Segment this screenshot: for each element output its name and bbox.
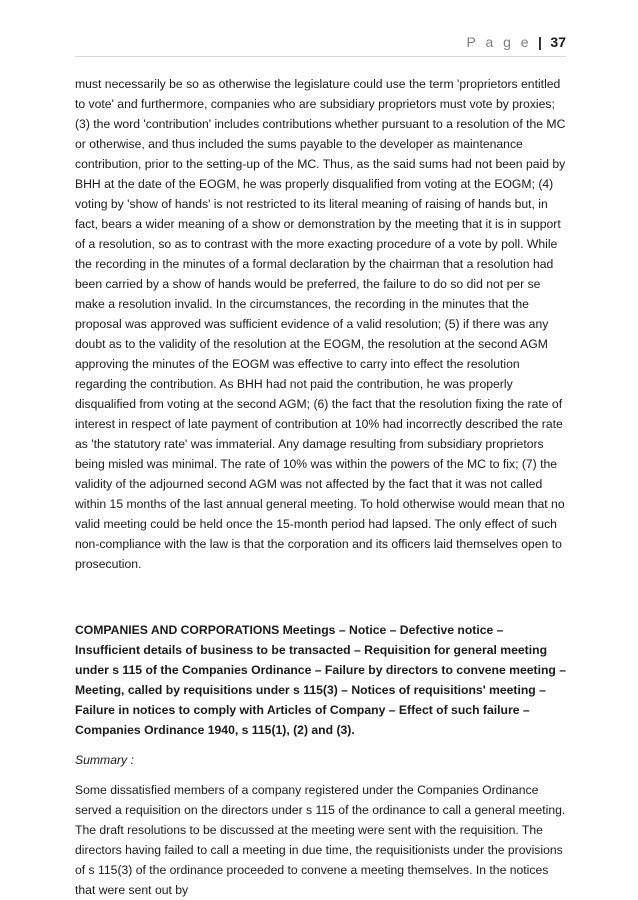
body-paragraph-1: must necessarily be so as otherwise the legislature could use the term 'proprietors entitled to vote' and furthermore, companies who are subsidiary proprietors must vote by proxies; (3) the word 'contribution' includes contributions whether pursuant to a resolution of the MC or otherwise, and thus included the sums payable to the developer as maintenance contribution, prior to the setting-up of the MC. Thus, as the said sums had not been paid by BHH at the date of the EOGM, he was properly disqualified from voting at the EOGM; (4) voting by 'show of hands' is not restricted to its literal meaning of raising of hands but, in fact, bears a wider meaning of a show or demonstration by the meeting that it is in support of a resolution, so as to contrast with the more exacting procedure of a vote by poll. While the recording in the minutes of a formal declaration by the chairman that a resolution had been carried by a show of hands would be preferred, the failure to do so did not per se make a resolution invalid. In the circumstances, the recording in the minutes that the proposal was approved was sufficient evidence of a valid resolution; (5) if there was any doubt as to the validity of the resolution at the EOGM, the resolution at the second AGM approving the minutes of the EOGM was effective to carry into effect the resolution regarding the contribution. As BHH had not paid the contribution, he was properly disqualified from voting at the second AGM; (6) the fact that the resolution fixing the rate of interest in respect of late payment of contribution at 10% had incorrectly described the rate as 'the statutory rate' was immaterial. Any damage resulting from subsidiary proprietors being misled was minimal. The rate of 10% was within the powers of the MC to fix; (7) the validity of the adjourned second AGM was not affected by the fact that it was not called within 15 months of the last annual general meeting. To hold otherwise would mean that no valid meeting could be held once the 15-month period had lapsed. The only effect of such non-compliance with the law is that the corporation and its officers laid themselves open to prosecution. [75, 77, 566, 571]
page-label: P a g e [466, 34, 532, 50]
body-paragraph-2: Some dissatisfied members of a company registered under the Companies Ordinance served a requisition on the directors under s 115 of the ordinance to call a general meeting. The draft resolutions to be discussed at the meeting were sent with the requisition. The directors having failed to call a meeting in due time, the requisitionists under the provisions of s 115(3) of the ordinance proceeded to convene a meeting themselves. In the notices that were sent out by [75, 783, 566, 897]
section-heading: COMPANIES AND CORPORATIONS Meetings – Notice – Defective notice – Insufficient details of business to be transacted – Requisition for general meeting under s 115 of the Companies Ordinance – Failure by directors to convene meeting – Meeting, called by requisitions under s 115(3) – Notices of requisitions' meeting – Failure in notices to comply with Articles of Company – Effect of such failure – Companies Ordinance 1940, s 115(1), (2) and (3). [75, 623, 567, 737]
summary-label: Summary : [75, 753, 134, 767]
page-separator: | [538, 34, 542, 50]
document-body [75, 74, 569, 900]
page-number: 37 [550, 34, 566, 50]
page-header [75, 34, 566, 57]
